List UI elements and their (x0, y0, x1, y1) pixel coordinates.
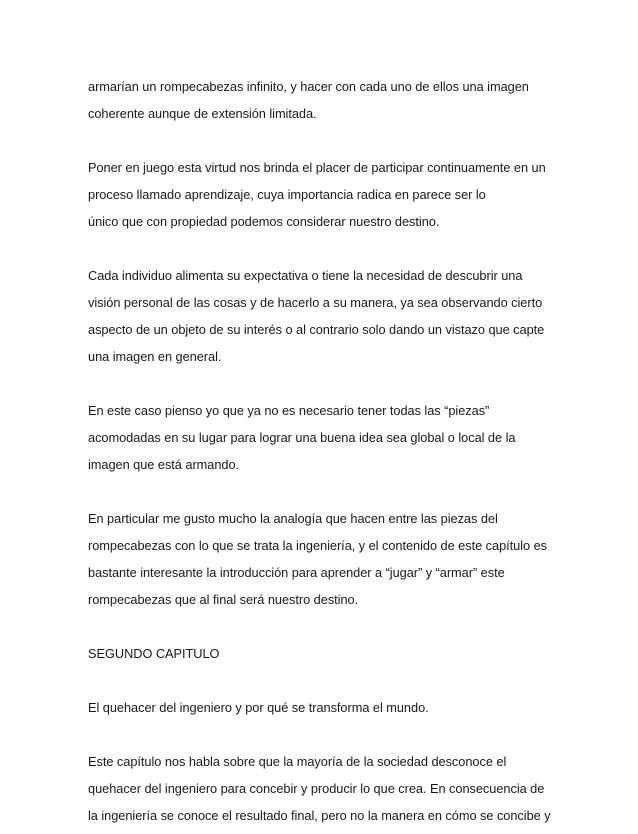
document-page (88, 78, 558, 834)
paragraph-spacer (88, 240, 558, 267)
document-body (88, 78, 558, 834)
text-line: quehacer del ingeniero para concebir y producir lo que crea. En consecuencia de (88, 781, 545, 796)
paragraph (88, 213, 558, 240)
paragraph-spacer (88, 375, 558, 402)
text-line: El quehacer del ingeniero y por qué se transforma el mundo. (88, 700, 429, 715)
paragraph (88, 510, 558, 618)
text-line: rompecabezas con lo que se trata la ingeniería, y el contenido de este capítulo es (88, 538, 548, 553)
text-line: proceso llamado aprendizaje, cuya importancia radica en parece ser lo (88, 187, 486, 202)
paragraph (88, 645, 558, 672)
paragraph (88, 402, 558, 483)
text-line: acomodadas en su lugar para lograr una buena idea sea global o local de la (88, 430, 516, 445)
text-line: En este caso pienso yo que ya no es necesario tener todas las “piezas” (88, 403, 490, 418)
paragraph (88, 267, 558, 375)
paragraph-spacer (88, 132, 558, 159)
paragraph-spacer (88, 618, 558, 645)
text-line: una imagen en general. (88, 349, 222, 364)
text-line: la ingeniería se conoce el resultado final, pero no la manera en cómo se concibe y (88, 808, 551, 823)
text-line: Este capítulo nos habla sobre que la mayoría de la sociedad desconoce el (88, 754, 507, 769)
paragraph (88, 159, 558, 213)
text-line: SEGUNDO CAPITULO (88, 646, 220, 661)
text-line: aspecto de un objeto de su interés o al contrario solo dando un vistazo que capte (88, 322, 545, 337)
text-line: imagen que está armando. (88, 457, 240, 472)
paragraph (88, 699, 558, 726)
text-line: Poner en juego esta virtud nos brinda el placer de participar continuamente en un (88, 160, 546, 175)
text-line: En particular me gusto mucho la analogía que hacen entre las piezas del (88, 511, 498, 526)
text-line: rompecabezas que al final será nuestro destino. (88, 592, 359, 607)
paragraph (88, 78, 558, 132)
text-line: armarían un rompecabezas infinito, y hacer con cada uno de ellos una imagen (88, 79, 529, 94)
paragraph-spacer (88, 726, 558, 753)
paragraph (88, 753, 558, 834)
text-line: Cada individuo alimenta su expectativa o tiene la necesidad de descubrir una (88, 268, 523, 283)
text-line: único que con propiedad podemos considerar nuestro destino. (88, 214, 440, 229)
text-line: bastante interesante la introducción para aprender a “jugar” y “armar” este (88, 565, 505, 580)
text-line: visión personal de las cosas y de hacerlo a su manera, ya sea observando cierto (88, 295, 543, 310)
paragraph-spacer (88, 672, 558, 699)
text-line: coherente aunque de extensión limitada. (88, 106, 317, 121)
paragraph-spacer (88, 483, 558, 510)
